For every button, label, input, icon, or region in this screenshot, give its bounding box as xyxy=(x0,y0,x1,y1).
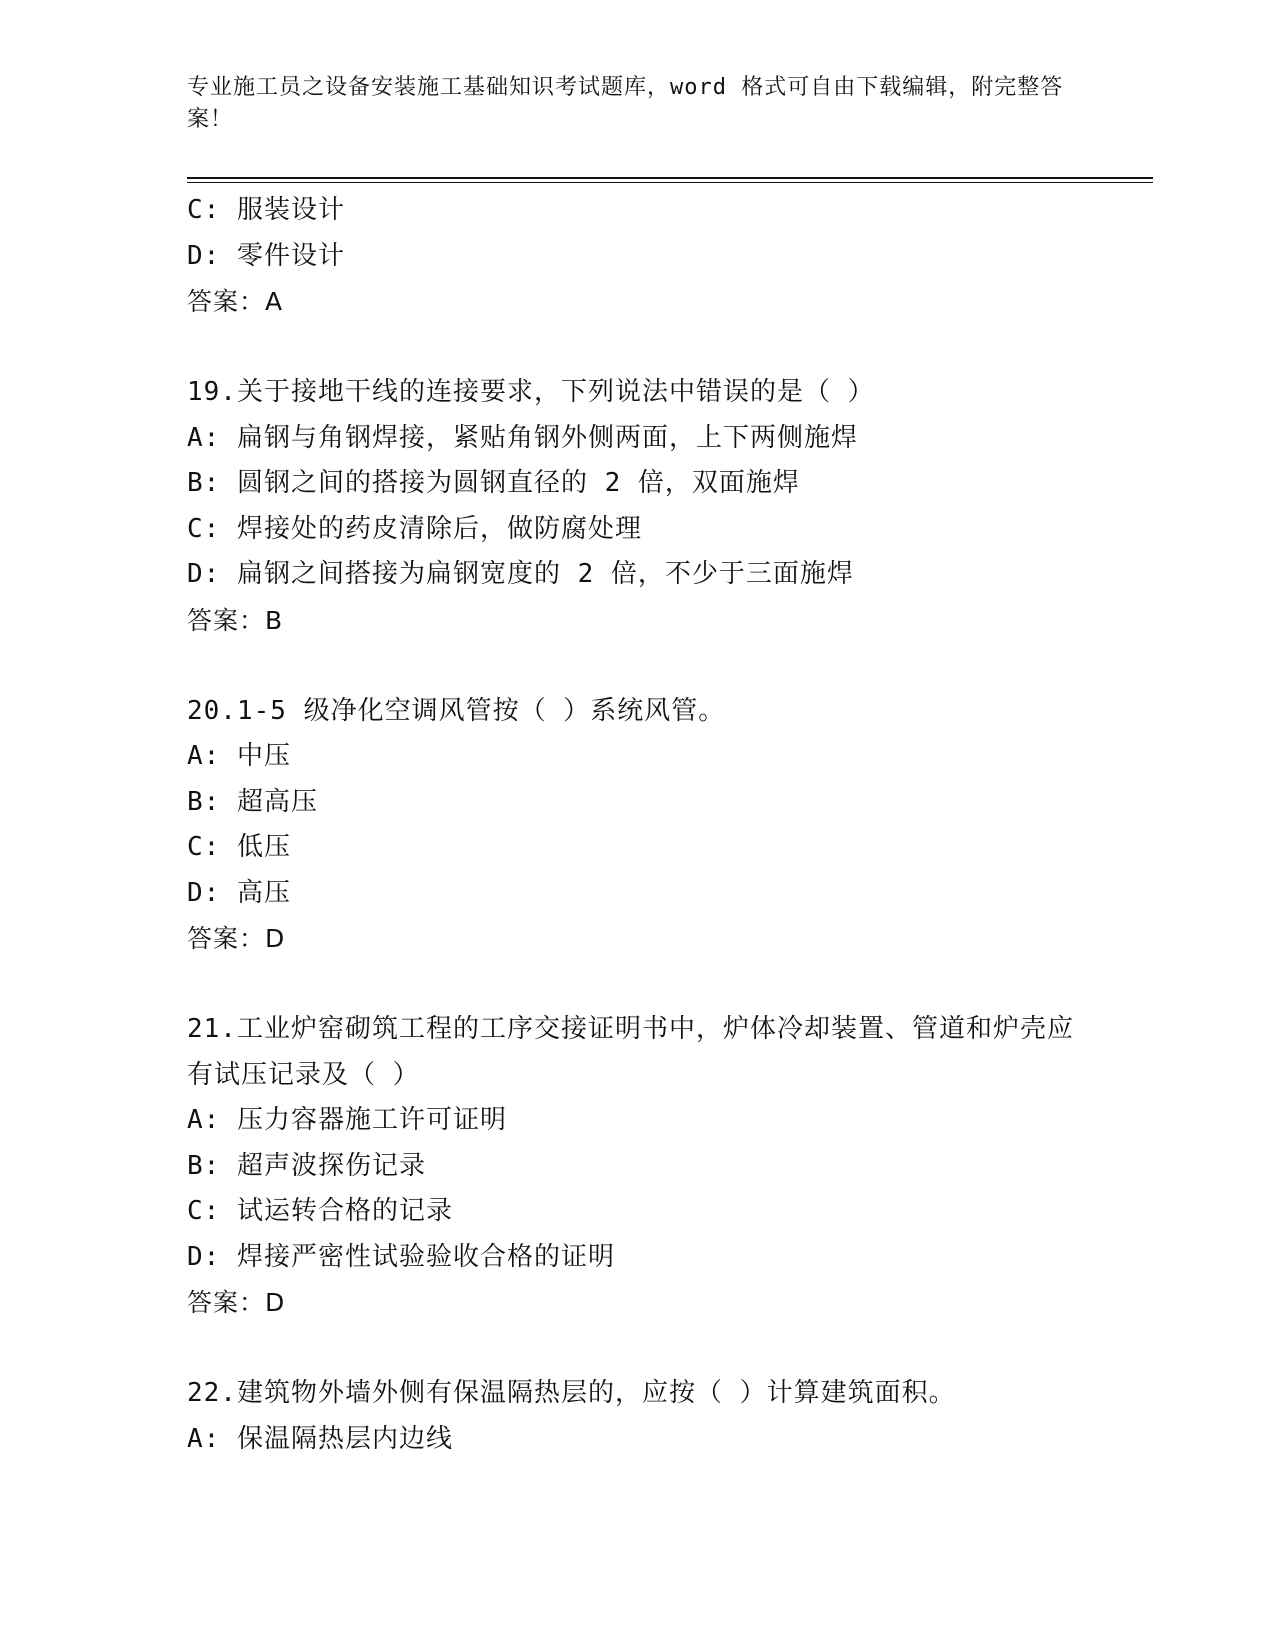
spacer xyxy=(187,325,1087,371)
spacer xyxy=(187,643,1087,689)
answer-line: 答案：D xyxy=(187,924,286,953)
option-c: C: 试运转合格的记录 xyxy=(187,1196,453,1226)
option-b: B: 圆钢之间的搭接为圆钢直径的 2 倍，双面施焊 xyxy=(187,468,800,498)
page-header-title: 专业施工员之设备安装施工基础知识考试题库，word 格式可自由下载编辑，附完整答案！ xyxy=(187,75,1064,132)
option-d: D: 扁钢之间搭接为扁钢宽度的 2 倍，不少于三面施焊 xyxy=(187,559,854,589)
option-c: C: 焊接处的药皮清除后，做防腐处理 xyxy=(187,513,642,544)
answer-line: 答案：A xyxy=(187,287,284,316)
question-list xyxy=(187,188,1087,1462)
option-d: D: 高压 xyxy=(187,877,291,908)
question-21 xyxy=(187,1007,1087,1326)
header-rule-bottom xyxy=(187,182,1153,183)
question-20 xyxy=(187,689,1087,962)
option-b: B: 超高压 xyxy=(187,786,318,817)
question-22 xyxy=(187,1371,1087,1462)
option-c: C: 服装设计 xyxy=(187,195,345,225)
question-19 xyxy=(187,370,1087,643)
question-fragment xyxy=(187,188,1087,325)
question-stem: 21.工业炉窑砌筑工程的工序交接证明书中，炉体冷却装置、管道和炉壳应有试压记录及（ ） xyxy=(187,1014,1074,1090)
question-stem: 22.建筑物外墙外侧有保温隔热层的，应按（ ）计算建筑面积。 xyxy=(187,1378,956,1408)
option-b: B: 超声波探伤记录 xyxy=(187,1150,426,1181)
option-c: C: 低压 xyxy=(187,832,291,862)
spacer xyxy=(187,962,1087,1008)
option-a: A: 扁钢与角钢焊接，紧贴角钢外侧两面，上下两侧施焊 xyxy=(187,422,858,453)
header-rule-top xyxy=(187,177,1153,179)
option-a: A: 中压 xyxy=(187,741,291,771)
option-a: A: 压力容器施工许可证明 xyxy=(187,1105,507,1135)
answer-line: 答案：B xyxy=(187,605,284,635)
question-stem: 20.1-5 级净化空调风管按（ ）系统风管。 xyxy=(187,695,726,726)
spacer xyxy=(187,1326,1087,1372)
question-stem: 19.关于接地干线的连接要求，下列说法中错误的是（ ） xyxy=(187,377,875,407)
option-d: D: 焊接严密性试验验收合格的证明 xyxy=(187,1241,615,1272)
option-a: A: 保温隔热层内边线 xyxy=(187,1423,453,1454)
option-d: D: 零件设计 xyxy=(187,240,345,271)
answer-line: 答案：D xyxy=(187,1288,286,1317)
